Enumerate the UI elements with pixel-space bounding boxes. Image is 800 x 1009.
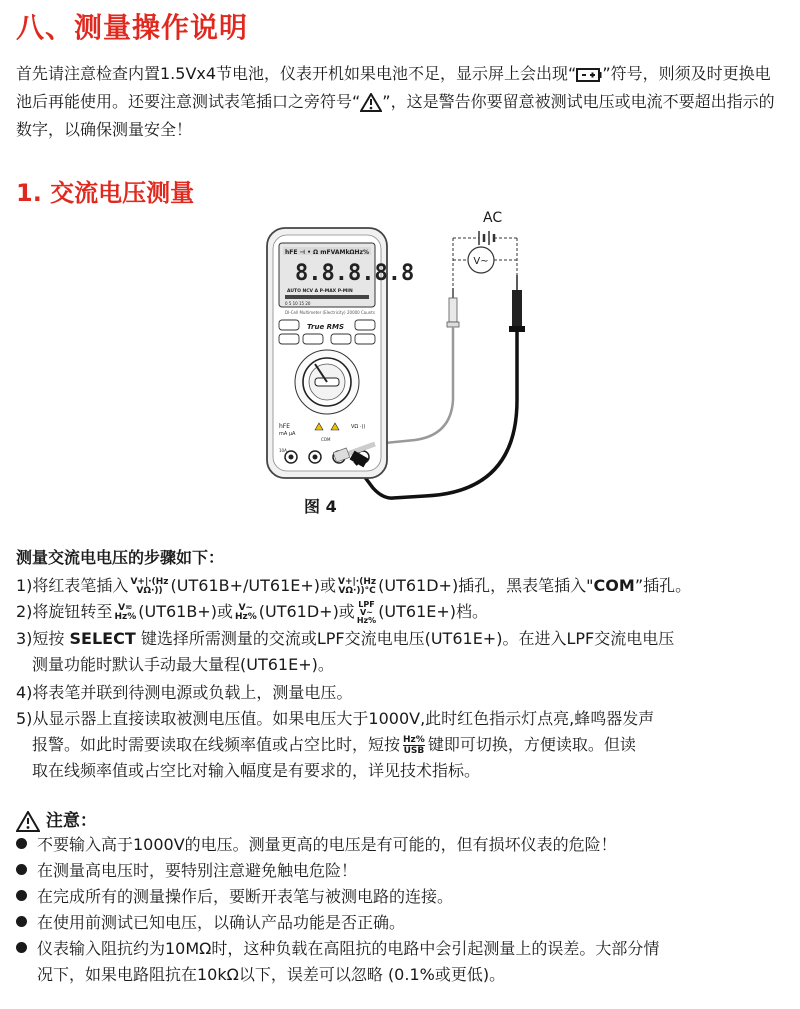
notice-item: 在使用前测试已知电压，以确认产品功能是否正确。 [16, 910, 791, 936]
jack-v-label: VΩ ·)) [351, 424, 366, 430]
step-4: 4)将表笔并联到待测电源或负载上，测量电压。 [16, 683, 353, 702]
intro-text-2: ”符号，则须及时更换电池后再能使用。还要注意测试表笔插口之旁符号“ [16, 64, 771, 111]
bullet-icon [16, 864, 27, 875]
bullet-icon [16, 916, 27, 927]
bullet-icon [16, 838, 27, 849]
lcd-flags: AUTO NCV A P-MAX P-MIN [287, 289, 353, 294]
select-key: SELECT [69, 629, 136, 648]
page-title: 八、测量操作说明 [16, 11, 249, 44]
section-heading: 1. 交流电压测量 [16, 179, 195, 207]
v-ohm-jack-symbol: V+|·(Hz VΩ·)) [130, 576, 169, 596]
intro-text-1: 首先请注意检查内置1.5Vx4节电池，仪表开机如果电池不足，显示屏上会出现“ [16, 64, 577, 83]
notice-item: 在测量高电压时，要特别注意避免触电危险！ [16, 858, 791, 884]
v-ohm-temp-jack-symbol: V+|·(Hz VΩ·))°C [338, 576, 377, 596]
bullet-icon [16, 890, 27, 901]
meter-counts: 20000 Counts [347, 310, 375, 315]
notice-item: 在完成所有的测量操作后，要断开表笔与被测电路的连接。 [16, 884, 791, 910]
lcd-digits: 8.8.8.8.8 [295, 261, 415, 286]
v-ac-dial-symbol: V~ Hz% [234, 602, 257, 622]
jack-ma-label: mA μA [279, 431, 296, 437]
svg-text:0 5 10 15 20: 0 5 10 15 20 [285, 301, 311, 306]
lpf-v-ac-dial-symbol: LPF V~ Hz% [356, 599, 377, 625]
step-2: 2)将旋钮转至 V≂ Hz% (UT61B+)或 V~ Hz% (UT61D+)或 LPF V~ Hz% (UT61E+)档。 [16, 599, 489, 625]
multimeter-figure [255, 200, 555, 520]
meter-model: True RMS [307, 323, 345, 331]
hz-usb-key-symbol: Hz% USB [403, 735, 425, 756]
jack-com-label: COM [321, 437, 331, 442]
meter-subtitle: DI-Cell Multimeter (Electricity) [285, 310, 346, 315]
jack-hfe-label: hFE [279, 423, 291, 430]
step-5: 5)从显示器上直接读取被测电压值。如果电压大于1000V,此时红色指示灯点亮,蜂鸣器发声 报警。如此时需要读取在线频率值或占空比时，短按 Hz% USB 键即可切换，方便读取。但读 取在线频率值或占空比对输入幅度是有要求的，详见技术指标。 [16, 709, 655, 780]
svg-text:hFE ⊣ • Ω mFVAMkΩHz%: hFE ⊣ • Ω mFVAMkΩHz% [285, 249, 370, 256]
voltmeter-label: V~ [473, 256, 489, 267]
warning-triangle-icon [360, 93, 382, 112]
battery-icon [576, 67, 602, 83]
figure-caption: 图 4 [304, 497, 337, 516]
intro-paragraph [16, 60, 786, 144]
notice-heading: 注意： [16, 806, 97, 832]
bullet-icon [16, 942, 27, 953]
steps-title: 测量交流电电压的步骤如下： [16, 548, 225, 567]
multimeter-body [267, 228, 414, 478]
notice-item: 仪表输入阻抗约为10MΩ时，这种负载在高阻抗的电路中会引起测量上的误差。大部分情 况下，如果电路阻抗在10kΩ以下，误差可以忽略 (0.1%或更低)。 [16, 936, 791, 988]
notice-item: 不要输入高于1000V的电压。测量更高的电压是有可能的，但有损坏仪表的危险！ [16, 832, 791, 858]
jack-10a-label: 10A [279, 448, 287, 453]
ac-source-label: AC [483, 210, 503, 226]
v-ac-dc-dial-symbol: V≂ Hz% [114, 602, 137, 622]
warning-triangle-icon [16, 811, 40, 832]
step-3: 3)短按 SELECT 键选择所需测量的交流或LPF交流电电压(UT61E+)。在进入LPF交流电电压 测量功能时默认手动最大量程(UT61E+)。 [16, 629, 675, 674]
step-1: 1)将红表笔插入 V+|·(Hz VΩ·)) (UT61B+/UT61E+)或 V+|·(Hz VΩ·))°C (UT61D+)插孔，黑表笔插入"COM”插孔。 [16, 576, 692, 596]
intro-text-3: ”，这是警告你要留意被测试电压或电流不要超出指示的数字，以确保测量安全！ [16, 92, 775, 139]
